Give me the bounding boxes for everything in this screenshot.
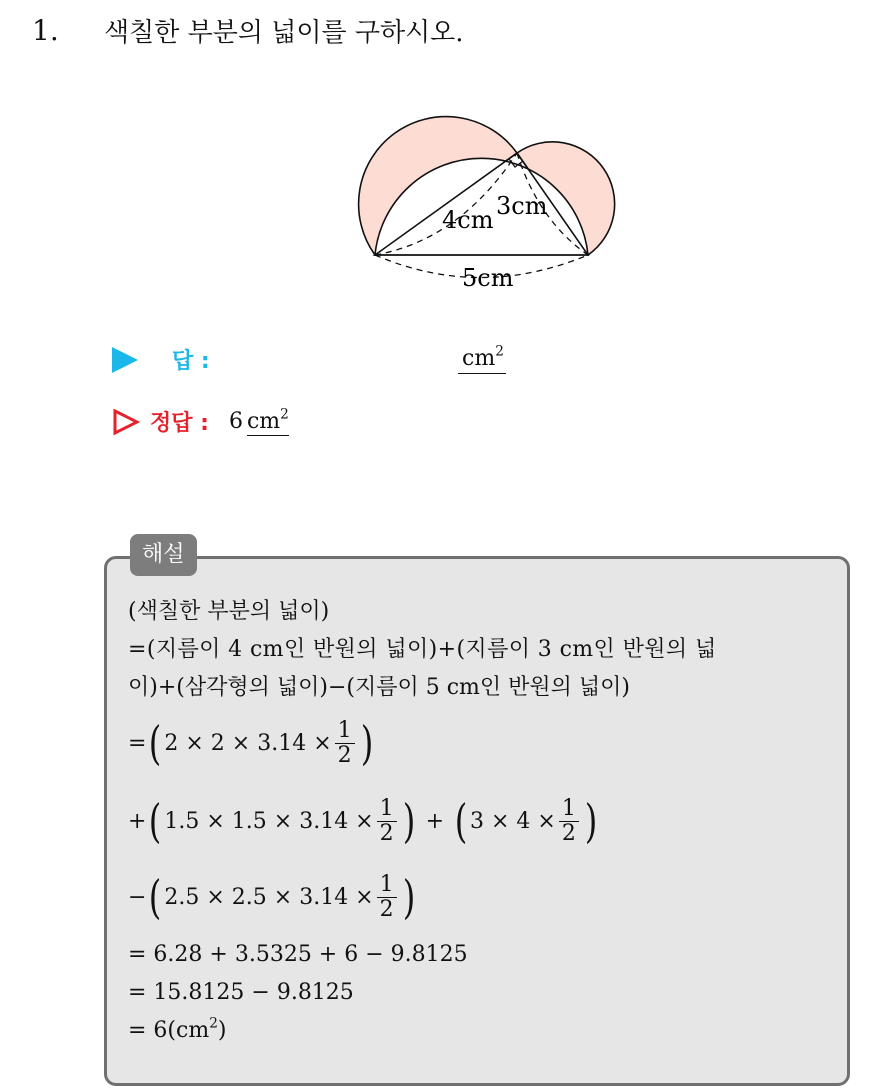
answer-label: 답 : [172, 349, 210, 374]
question-text: 색칠한 부분의 넓이를 구하시오. [104, 18, 464, 48]
solution-line-6: − ( 2.5 × 2.5 × 3.14 × $\frac{1}{2}$ ) [128, 870, 415, 924]
answer-row [112, 344, 210, 375]
label-3cm: 3cm [496, 192, 548, 220]
correct-label: 정답 : [150, 411, 209, 436]
answer-blank[interactable]: $cm^2$ [458, 346, 506, 374]
fraction-half: $\frac{1}{2}$ [377, 797, 397, 844]
solution-tag: 해설 [130, 534, 197, 576]
correct-row [112, 406, 289, 437]
solution-line-3: 이)+(삼각형의 넓이)−(지름이 5 cm인 반원의 넓이) [128, 675, 630, 700]
correct-answer: 6 $cm^2$ [228, 406, 289, 434]
fraction-half: $\frac{1}{2}$ [559, 797, 579, 844]
fraction-half: $\frac{1}{2}$ [377, 873, 397, 920]
label-4cm: 4cm [442, 206, 494, 234]
solution-line-1: (색칠한 부분의 넓이) [128, 599, 330, 624]
solution-line-2: =(지름이 4 cm인 반원의 넓이)+(지름이 3 cm인 반원의 넓 [128, 637, 717, 662]
solution-line-7: = 6.28 + 3.5325 + 6 − 9.8125 [128, 942, 468, 967]
label-5cm: 5cm [462, 264, 514, 292]
question-number: 1. [32, 14, 59, 47]
play-solid-icon [112, 347, 138, 373]
solution-line-4: = ( 2 × 2 × 3.14 × $\frac{1}{2}$ ) [128, 716, 373, 770]
solution-line-9: = $6(cm^2)$ [128, 1015, 227, 1043]
fraction-half: $\frac{1}{2}$ [335, 719, 355, 766]
play-outline-icon [112, 408, 140, 436]
solution-line-8: = 15.8125 − 9.8125 [128, 980, 354, 1005]
solution-line-5: + ( 1.5 × 1.5 × 3.14 × $\frac{1}{2}$ ) + ( 3 × 4 × $\frac{1}{2}$ ) [128, 794, 598, 848]
geometry-figure [330, 100, 630, 300]
